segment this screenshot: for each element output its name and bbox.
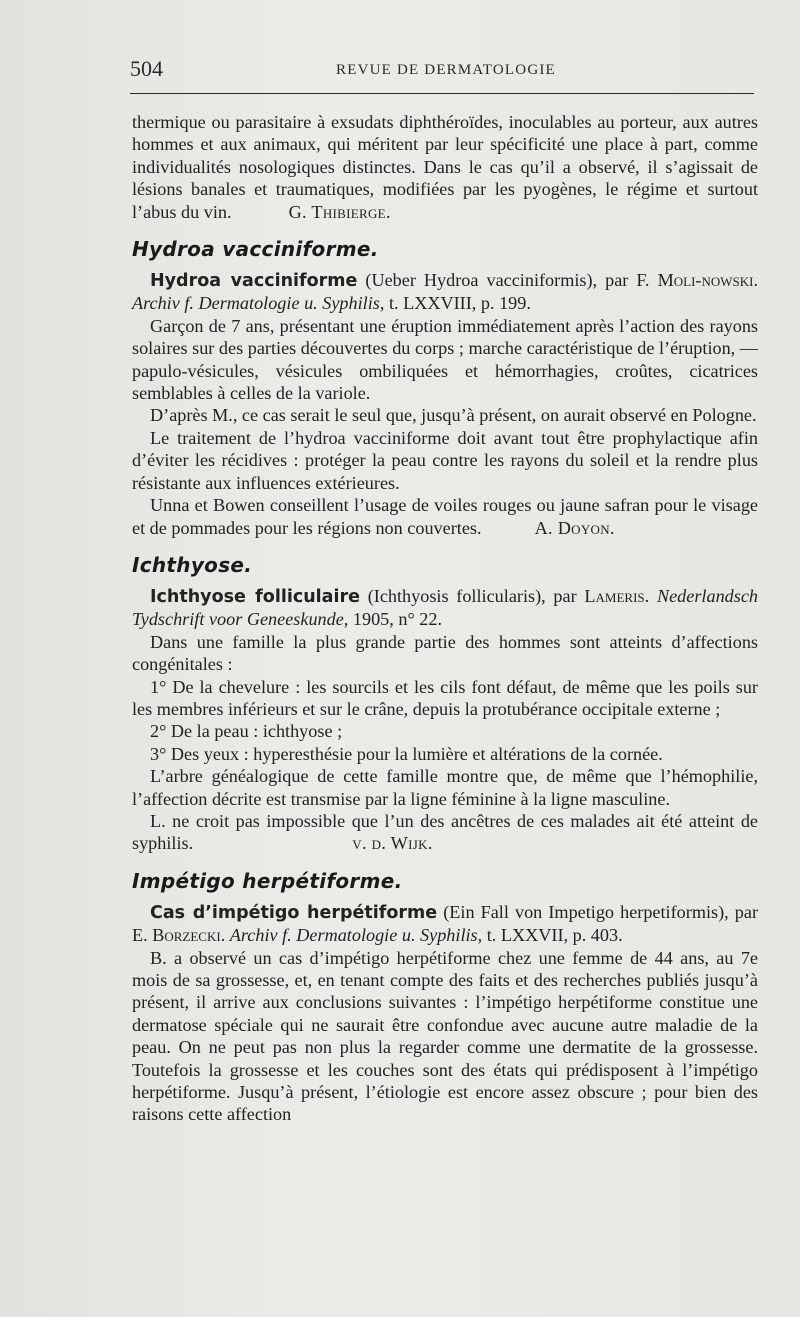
- citation-part: .: [753, 270, 758, 291]
- paragraph: Le traitement de l’hydroa vacciniforme doit avant tout être prophylactique afin d’éviter les récidives : protéger la peau contre les rayons du soleil et la rendre plus résistante aux influences extérieures.: [132, 427, 758, 493]
- journal-title: Archiv f. Dermatologie u. Syphilis: [132, 293, 380, 314]
- header-rule: [130, 93, 754, 94]
- paragraph: Garçon de 7 ans, présentant une éruption immédiatement après l’action des rayons solaires sur des parties découvertes du corps ; marche caractéristique de l’éruption, — papulo-vésicules, vésicules ombiliquées et hémorrhagies, croûtes, cicatrices semblables à celles de la variole.: [132, 315, 758, 404]
- section-heading: Ichthyose.: [132, 552, 253, 577]
- article-title: Ichthyose folliculaire: [150, 586, 360, 607]
- author-name: Moli-nowski: [657, 270, 754, 291]
- article-citation: [132, 901, 758, 947]
- author-name: Lameris: [584, 585, 645, 606]
- citation-part: (Ichthyosis follicularis), par: [359, 585, 585, 606]
- citation-part: , 1905, n° 22.: [343, 609, 443, 630]
- journal-title: Archiv f. Dermatologie u. Syphilis: [229, 925, 478, 946]
- citation-part: , t. LXXVIII, p. 199.: [379, 293, 531, 314]
- signature: v. d. Wijk.: [352, 833, 433, 854]
- section-heading: Impétigo herpétiforme.: [132, 868, 403, 893]
- article-title: Hydroa vacciniforme: [150, 271, 358, 292]
- author-name: Borzecki: [152, 925, 221, 946]
- paragraph-with-signature: [132, 810, 758, 855]
- continued-paragraph: [132, 111, 758, 223]
- paragraph: 1° De la chevelure : les sourcils et les cils font défaut, de même que les poils sur les membres inférieurs et sur le crâne, depuis la protubérance occipitale externe ;: [132, 676, 758, 719]
- citation-part: .: [220, 925, 230, 946]
- article-title: Cas d’impétigo herpétiforme: [150, 902, 438, 923]
- article-citation: [132, 585, 758, 631]
- page-header: [130, 54, 756, 84]
- paragraph-text: thermique ou parasitaire à exsudats diphthéroïdes, inoculables au porteur, aux autres hommes et aux animaux, qui méritent par leur spécificité une place à part, comme individualités nosologiques distinctes. Dans le cas qu’il a observé, il s’agissait de lésions banales et traumatiques, modifiées par les pyogènes, le régime et surtout l’abus du vin.: [132, 112, 758, 222]
- signature: A. Doyon.: [534, 517, 615, 538]
- page-number: 504: [130, 56, 163, 81]
- paragraph: Dans une famille la plus grande partie des hommes sont atteints d’affections congénitales :: [132, 631, 758, 675]
- paragraph: 2° De la peau : ichthyose ;: [150, 721, 343, 742]
- citation-part: (Ueber Hydroa vacciniformis), par F.: [357, 270, 658, 291]
- citation-part: , t. LXXVII, p. 403.: [477, 925, 623, 946]
- paragraph: 3° Des yeux : hyperesthésie pour la lumière et altérations de la cornée.: [150, 743, 663, 764]
- running-head: REVUE DE DERMATOLOGIE: [336, 62, 556, 78]
- paragraph: L’arbre généalogique de cette famille montre que, de même que l’hémophilie, l’affection décrite est transmise par la ligne féminine à la ligne masculine.: [132, 766, 758, 809]
- paragraph-with-signature: [132, 494, 758, 539]
- paragraph: D’après M., ce cas serait le seul que, jusqu’à présent, on aurait observé en Pologne.: [150, 405, 757, 426]
- page-body: [132, 111, 758, 1126]
- paragraph: B. a observé un cas d’impétigo herpétiforme chez une femme de 44 ans, au 7e mois de sa grossesse, et, en tenant compte des faits et des recherches publiés jusqu’à présent, il arrive aux conclusions suivantes : l’impétigo herpétiforme constitue une dermatose spéciale qui ne saurait être confondue avec aucune autre maladie de la peau. On ne peut pas non plus la regarder comme une dermatite de la grossesse. Toutefois la grossesse et les couches sont des états qui prédisposent à l’impétigo herpétiforme. Jusqu’à présent, l’étiologie est encore assez obscure ; pour bien des raisons cette affection: [132, 947, 758, 1125]
- article-citation: [132, 269, 758, 315]
- signature: G. Thibierge.: [288, 201, 391, 222]
- paragraph-text: Unna et Bowen conseillent l’usage de voiles rouges ou jaune safran pour le visage et de pommades pour les régions non couvertes.: [132, 495, 758, 538]
- citation-part: .: [644, 585, 657, 606]
- journal-title: Nederlandsch Tydschrift voor Geneeskunde: [132, 585, 758, 630]
- citation-part: (Ein Fall von Impetigo herpetiformis), par E.: [132, 901, 759, 946]
- section-heading: Hydroa vacciniforme.: [132, 237, 379, 262]
- paragraph-text: L. ne croit pas impossible que l’un des ancêtres de ces malades ait été atteint de syphilis.: [132, 810, 758, 854]
